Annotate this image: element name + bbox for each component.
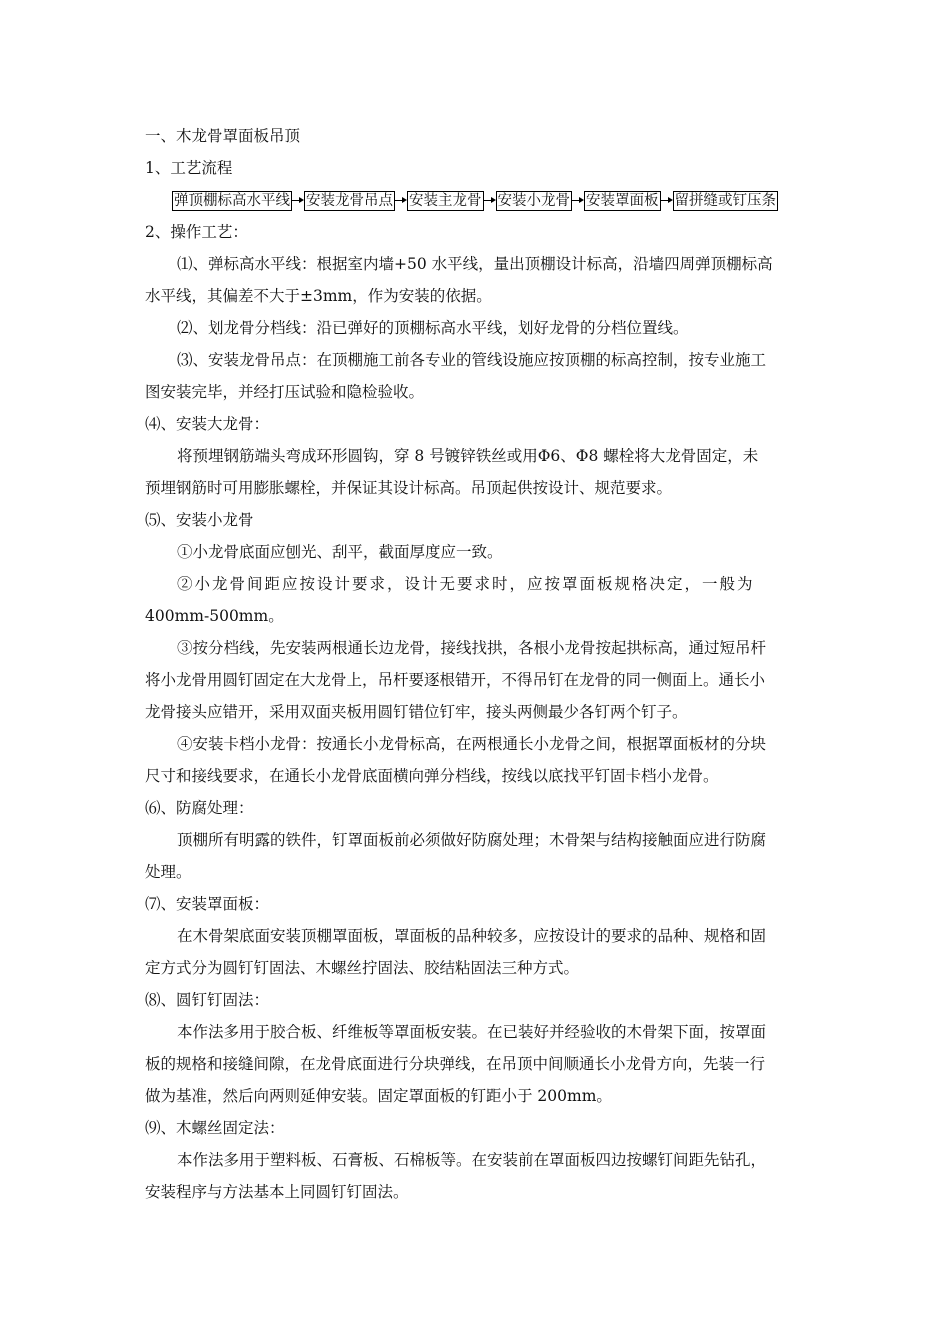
paragraph-line: ⑶、安装龙骨吊点：在顶棚施工前各专业的管线设施应按顶棚的标高控制，按专业施工: [177, 351, 767, 369]
paragraph-line: 板的规格和接缝间隙，在龙骨底面进行分块弹线，在吊顶中间顺通长小龙骨方向，先装一行: [145, 1055, 766, 1073]
flow-step-5: 安装罩面板: [586, 193, 659, 209]
paragraph-line: 水平线，其偏差不大于±3mm，作为安装的依据。: [145, 287, 492, 305]
paragraph-line: ⑵、划龙骨分档线：沿已弹好的顶棚标高水平线，划好龙骨的分档位置线。: [177, 319, 689, 337]
paragraph-line: 将小龙骨用圆钉固定在大龙骨上，吊杆要逐根错开，不得吊钉在龙骨的同一侧面上。通长小: [145, 671, 766, 689]
paragraph-line: 预埋钢筋时可用膨胀螺栓，并保证其设计标高。吊顶起供按设计、规范要求。: [145, 479, 673, 497]
paragraph-line: 在木骨架底面安装顶棚罩面板，罩面板的品种较多，应按设计的要求的品种、规格和固: [177, 927, 767, 945]
subheading: ⑹、防腐处理：: [145, 799, 254, 817]
heading: 一、木龙骨罩面板吊顶: [145, 127, 301, 145]
paragraph-line: 做为基准，然后向两则延伸安装。固定罩面板的钉距小于 200mm。: [145, 1087, 612, 1105]
flow-step-6: 留拼缝或钉压条: [674, 193, 776, 209]
section-operation-title: 2、操作工艺：: [145, 223, 248, 241]
paragraph-line: ⑴、弹标高水平线：根据室内墙+50 水平线，量出顶棚设计标高，沿墙四周弹顶棚标高: [177, 255, 773, 273]
paragraph-line: 400mm-500mm。: [145, 607, 284, 625]
flow-step-1: 弹顶棚标高水平线: [174, 193, 290, 209]
subheading: ⑷、安装大龙骨：: [145, 415, 270, 433]
paragraph-line: 将预埋钢筋端头弯成环形圆钩，穿 8 号镀锌铁丝或用Φ6、Φ8 螺栓将大龙骨固定，未: [177, 447, 759, 465]
paragraph-line: ①小龙骨底面应刨光、刮平，截面厚度应一致。: [177, 543, 503, 561]
paragraph-line: ④安装卡档小龙骨：按通长小龙骨标高，在两根通长小龙骨之间，根据罩面板材的分块: [177, 735, 767, 753]
paragraph-line: 定方式分为圆钉钉固法、木螺丝拧固法、胶结粘固法三种方式。: [145, 959, 580, 977]
arrow-right-icon: [395, 191, 407, 211]
subheading: ⑺、安装罩面板：: [145, 895, 270, 913]
paragraph-line: 图安装完毕，并经打压试验和隐检验收。: [145, 383, 425, 401]
subheading: ⑸、安装小龙骨: [145, 511, 254, 529]
flow-step-4: 安装小龙骨: [497, 193, 570, 209]
paragraph-line: ②小龙骨间距应按设计要求，设计无要求时，应按罩面板规格决定，一般为: [177, 575, 755, 593]
paragraph-line: 处理。: [145, 863, 192, 881]
subheading: ⑻、圆钉钉固法：: [145, 991, 270, 1009]
paragraph-line: ③按分档线，先安装两根通长边龙骨，接线找拱，各根小龙骨按起拱标高，通过短吊杆: [177, 639, 767, 657]
paragraph-line: 本作法多用于胶合板、纤维板等罩面板安装。在已装好并经验收的木骨架下面，按罩面: [177, 1023, 767, 1041]
paragraph-line: 龙骨接头应错开，采用双面夹板用圆钉错位钉牢，接头两侧最少各钉两个钉子。: [145, 703, 688, 721]
flow-step-3: 安装主龙骨: [409, 193, 482, 209]
arrow-right-icon: [484, 191, 496, 211]
subheading: ⑼、木螺丝固定法：: [145, 1119, 285, 1137]
paragraph-line: 本作法多用于塑料板、石膏板、石棉板等。在安装前在罩面板四边按螺钉间距先钻孔，: [177, 1151, 767, 1169]
paragraph-line: 安装程序与方法基本上同圆钉钉固法。: [145, 1183, 409, 1201]
paragraph-line: 尺寸和接线要求，在通长小龙骨底面横向弹分档线，按线以底找平钉固卡档小龙骨。: [145, 767, 719, 785]
flow-step-2: 安装龙骨吊点: [306, 193, 393, 209]
section-process-title: 1、工艺流程: [145, 159, 233, 177]
arrow-right-icon: [292, 191, 304, 211]
paragraph-line: 顶棚所有明露的铁件，钉罩面板前必须做好防腐处理；木骨架与结构接触面应进行防腐: [177, 831, 767, 849]
process-flow: [172, 191, 778, 211]
arrow-right-icon: [661, 191, 673, 211]
arrow-right-icon: [572, 191, 584, 211]
